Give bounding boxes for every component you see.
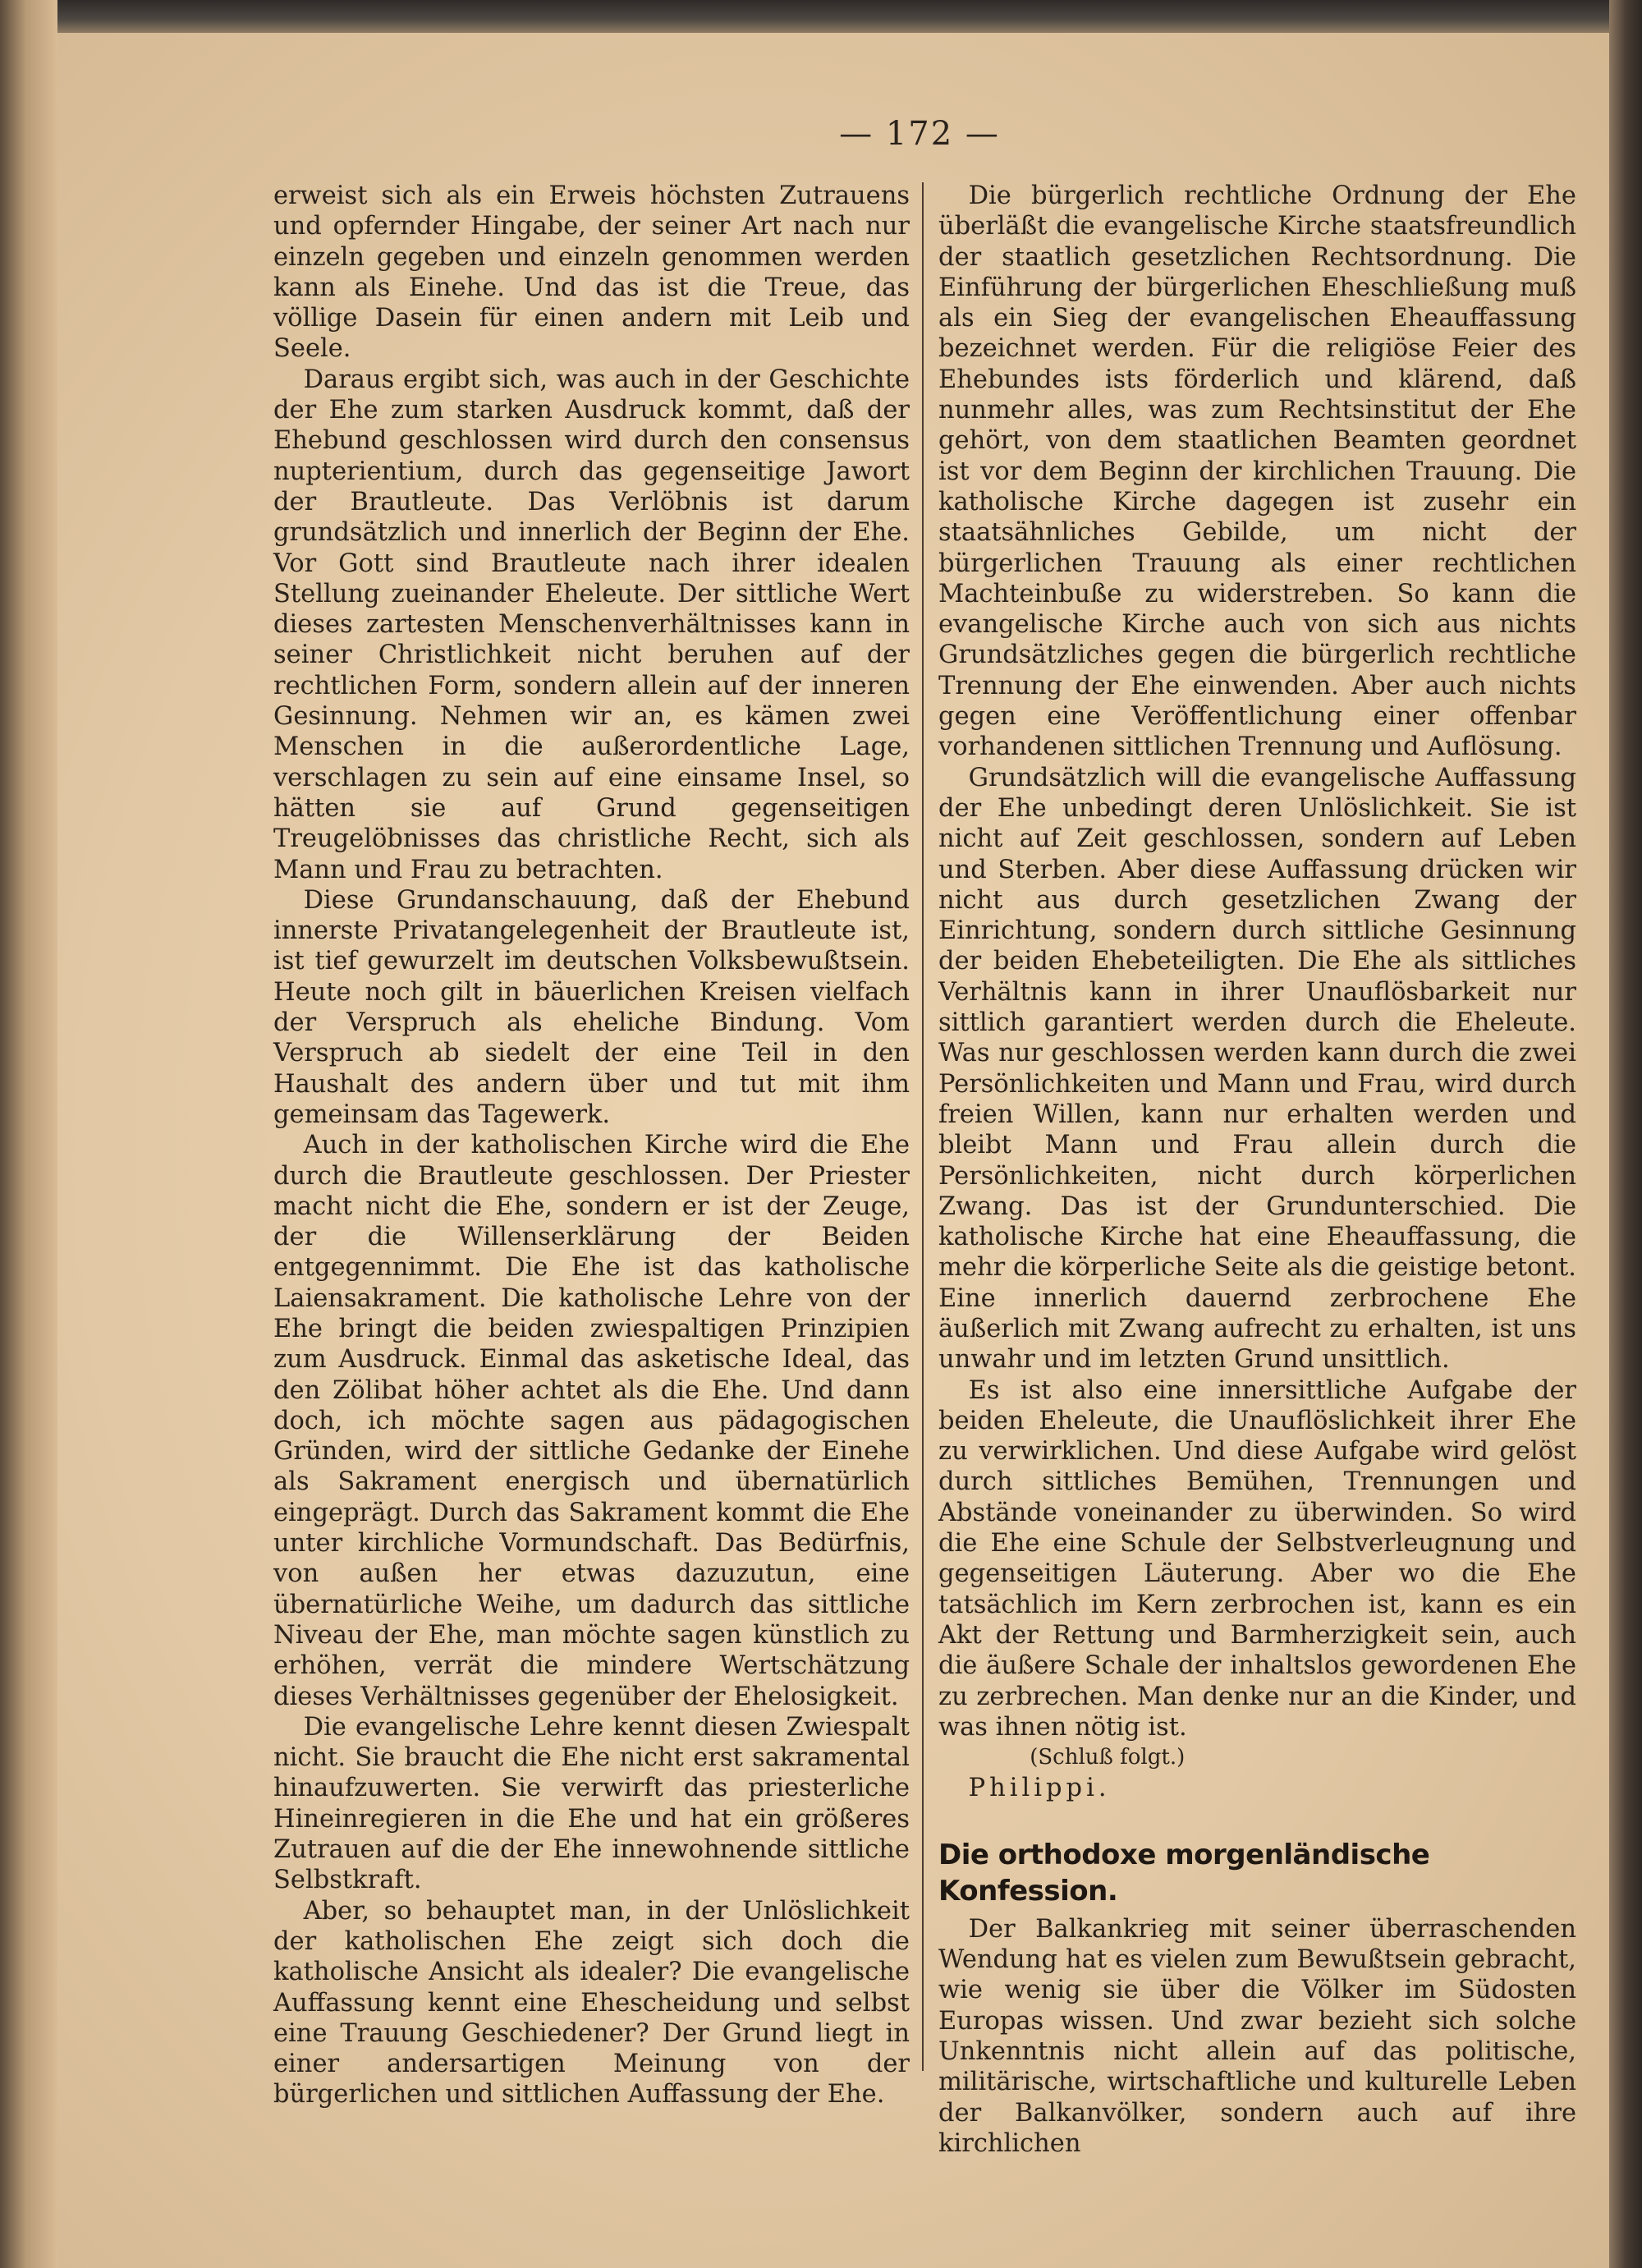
author-signature: Philippi. [968, 1774, 1111, 1803]
paragraph: Die evangelische Lehre kennt diesen Zwiespalt nicht. Sie braucht die Ehe nicht erst sakramental hinaufzuwerten. Sie verwirft das priesterliche Hineinregieren in die Ehe und hat ein größeres Zutrauen auf die der Ehe innewohnende sittliche Selbstkraft. [273, 1712, 910, 1895]
paragraph: Daraus ergibt sich, was auch in der Geschichte der Ehe zum starken Ausdruck kommt, daß der Ehebund geschlossen wird durch den consensus nupterientium, durch das gegenseitige Jawort der Brautleute. Das Verlöbnis ist darum grundsätzlich und innerlich der Beginn der Ehe. Vor Gott sind Brautleute nach ihrer idealen Stellung zueinander Eheleute. Der sittliche Wert dieses zartesten Menschenverhältnisses kann in seiner Christlichkeit nicht beruhen auf der rechtlichen Form, sondern allein auf der inneren Gesinnung. Nehmen wir an, es kämen zwei Menschen in die außerordentliche Lage, verschlagen zu sein auf eine einsame Insel, so hätten sie auf Grund gegenseitigen Treugelöbnisses das christliche Recht, sich als Mann und Frau zu betrachten. [273, 365, 910, 884]
paragraph: Diese Grundanschauung, daß der Ehebund innerste Privatangelegenheit der Brautleute ist, ist tief gewurzelt im deutschen Volksbewußtsein. Heute noch gilt in bäuerlichen Kreisen vielfach der Verspruch als eheliche Bindung. Vom Verspruch ab siedelt der eine Teil in den Haushalt des andern über und tut mit ihm gemeinsam das Tagewerk. [273, 885, 910, 1129]
right-column [938, 181, 1576, 2159]
column-divider [922, 182, 924, 2071]
book-edge-top [0, 0, 1642, 33]
book-spine [1609, 0, 1642, 2268]
paragraph: Auch in der katholischen Kirche wird die Ehe durch die Brautleute geschlossen. Der Priester macht nicht die Ehe, sondern er ist der Zeuge, der die Willenserklärung der Beiden entgegennimmt. Die Ehe ist das katholische Laiensakrament. Die katholische Lehre von der Ehe bringt die beiden zwiespaltigen Prinzipien zum Ausdruck. Einmal das asketische Ideal, das den Zölibat höher achtet als die Ehe. Und dann doch, ich möchte sagen aus pädagogischen Gründen, wird der sittliche Gedanke der Einehe als Sakrament energisch und übernatürlich eingeprägt. Durch das Sakrament kommt die Ehe unter kirchliche Vormundschaft. Das Bedürfnis, von außen her etwas dazuzutun, eine übernatürliche Weihe, um dadurch das sittliche Niveau der Ehe, man möchte sagen künstlich zu erhöhen, verrät die mindere Wertschätzung dieses Verhältnisses gegenüber der Ehelosigkeit. [273, 1131, 910, 1711]
page-number: — 172 — [839, 115, 1000, 153]
paragraph: erweist sich als ein Erweis höchsten Zutrauens und opfernder Hingabe, der seiner Art nach nur einzeln gegeben und einzeln genommen werden kann als Einehe. Und das ist die Treue, das völlige Dasein für einen andern mit Leib und Seele. [273, 181, 910, 364]
paragraph: Aber, so behauptet man, in der Unlöslichkeit der katholischen Ehe zeigt sich doch die katholische Ansicht als idealer? Die evangelische Auffassung kennt eine Ehescheidung und selbst eine Trauung Geschiedener? Der Grund liegt in einer andersartigen Meinung von der bürgerlichen und sittlichen Auffassung der Ehe. [273, 1896, 910, 2110]
book-gutter [0, 0, 57, 2268]
article-heading: Die orthodoxe morgenländische Konfession. [938, 1838, 1430, 1908]
paragraph: Der Balkankrieg mit seiner überraschenden Wendung hat es vielen zum Bewußtsein gebracht, wie wenig sie über die Völker im Südosten Europas wissen. Und zwar bezieht sich solche Unkenntnis nicht allein auf das politische, militärische, wirtschaftliche und kulturelle Leben der Balkanvölker, sondern auch auf ihre kirchlichen [938, 1914, 1576, 2158]
paragraph: Die bürgerlich rechtliche Ordnung der Ehe überläßt die evangelische Kirche staatsfreundlich der staatlich gesetzlichen Rechtsordnung. Die Einführung der bürgerlichen Eheschließung muß als ein Sieg der evangelischen Eheauffassung bezeichnet werden. Für die religiöse Feier des Ehebundes ists förderlich und klärend, daß nunmehr alles, was zum Rechtsinstitut der Ehe gehört, von dem staatlichen Beamten geordnet ist vor dem Beginn der kirchlichen Trauung. Die katholische Kirche dagegen ist zusehr ein staatsähnliches Gebilde, um nicht der bürgerlichen Trauung als einer rechtlichen Machteinbuße zu widerstreben. So kann die evangelische Kirche auch von sich aus nichts Grundsätzliches gegen die bürgerlich rechtliche Trennung der Ehe einwenden. Aber auch nichts gegen eine Veröffentlichung einer offenbar vorhandenen sittlichen Trennung und Auflösung. [938, 181, 1576, 762]
left-column [273, 181, 910, 2110]
continued-note: (Schluß folgt.) [1030, 1745, 1186, 1770]
paragraph: Es ist also eine innersittliche Aufgabe der beiden Eheleute, die Unauflöslichkeit ihrer Ehe zu verwirklichen. Und diese Aufgabe wird gelöst durch sittliches Bemühen, Trennungen und Abstände voneinander zu überwinden. So wird die Ehe eine Schule der Selbstverleugnung und gegenseitigen Läuterung. Aber wo die Ehe tatsächlich im Kern zerbrochen ist, kann es ein Akt der Rettung und Barmherzigkeit sein, auch die äußere Schale der inhaltslos gewordenen Ehe zu zerbrechen. Man denke nur an die Kinder, und was ihnen nötig ist. [938, 1375, 1576, 1742]
paragraph: Grundsätzlich will die evangelische Auffassung der Ehe unbedingt deren Unlöslichkeit. Sie ist nicht auf Zeit geschlossen, sondern auf Leben und Sterben. Aber diese Auffassung drücken wir nicht aus durch gesetzlichen Zwang der Einrichtung, sondern durch sittliche Gesinnung der beiden Ehebeteiligten. Die Ehe als sittliches Verhältnis kann in ihrer Unauflösbarkeit nur sittlich garantiert werden durch die Eheleute. Was nur geschlossen werden kann durch die zwei Persönlichkeiten und Mann und Frau, wird durch freien Willen, kann nur erhalten werden und bleibt Mann und Frau allein durch die Persönlichkeiten, nicht durch körperlichen Zwang. Das ist der Grundunterschied. Die katholische Kirche hat eine Eheauffassung, die mehr die körperliche Seite als die geistige betont. Eine innerlich dauernd zerbrochene Ehe äußerlich mit Zwang aufrecht zu erhalten, ist uns unwahr und im letzten Grund unsittlich. [938, 763, 1576, 1375]
